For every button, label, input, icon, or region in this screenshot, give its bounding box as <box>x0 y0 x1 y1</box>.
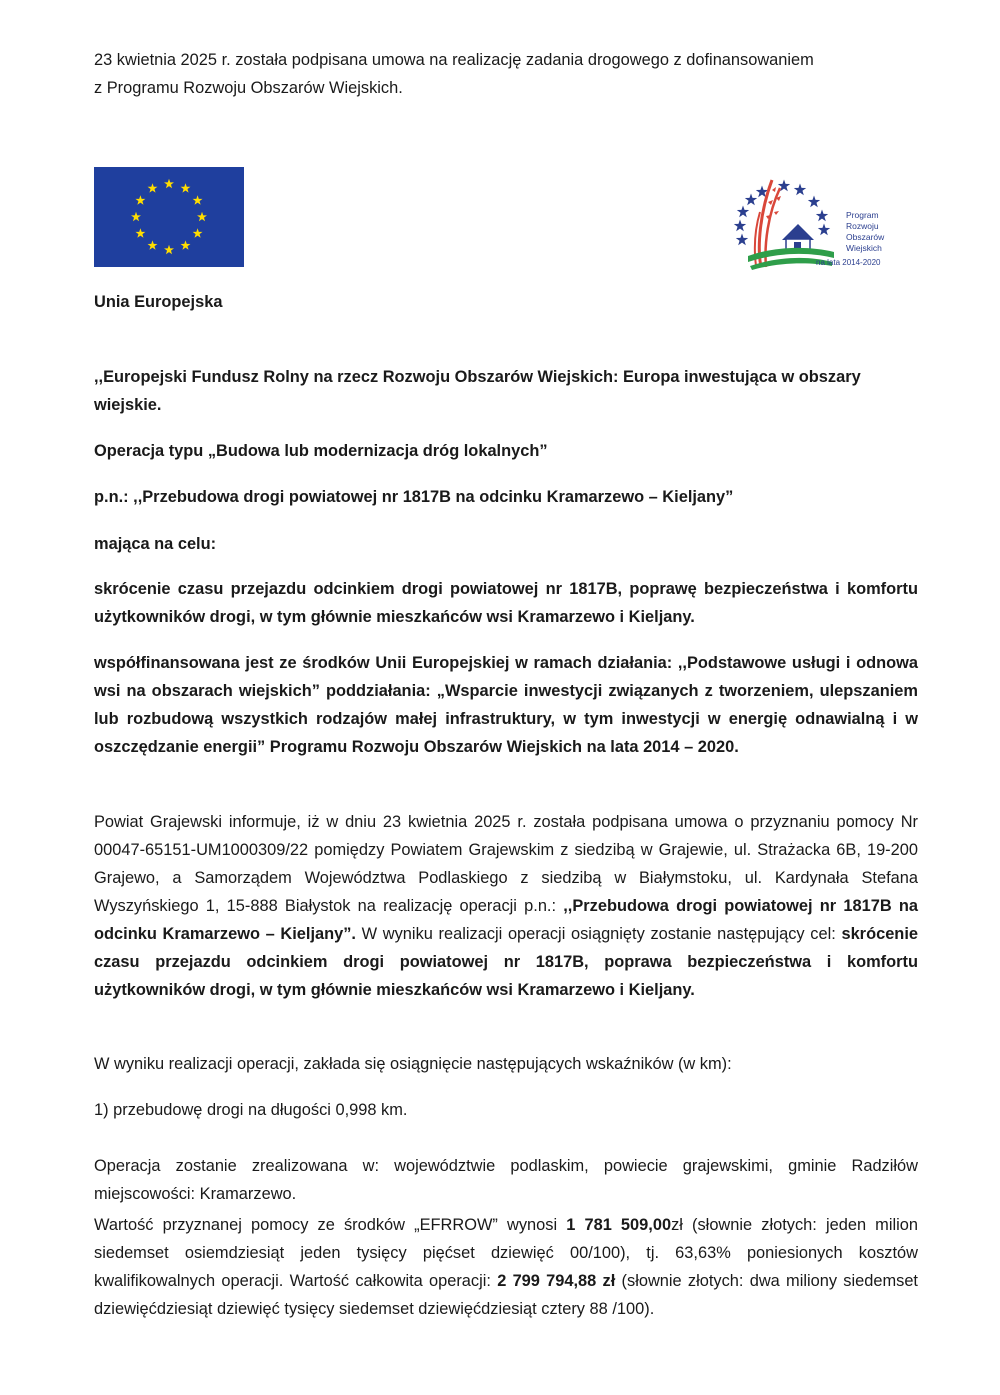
cofinancing-text: współfinansowana jest ze środków Unii Europejskiej w ramach działania: ,,Podstawowe usługi i odnowa wsi na obszarach wiejskich” poddziałania: „Wsparcie inwestycji związanych z tworzeniem, ulepszaniem lub rozbudową wszystkich rodzajów małej infrastruktury, w tym inwestycji w energię odnawialną i w oszczędzanie energii” Programu Rozwoju Obszarów Wiejskich na lata 2014 – 2020. <box>94 654 918 756</box>
value-amount-1: 1 781 509,00 <box>566 1216 672 1234</box>
value-paragraph <box>94 1211 918 1323</box>
prow-logo-line-2: Rozwoju <box>846 221 879 231</box>
indicator-item: 1) przebudowę drogi na długości 0,998 km. <box>94 1101 408 1119</box>
goal-label: mająca na celu: <box>94 535 217 553</box>
info-project: ,,Przebudowa drogi powiatowej nr 1817B na odcinku Kramarzewo – Kieljany”. <box>94 897 919 943</box>
project-name: p.n.: ,,Przebudowa drogi powiatowej nr 1817B na odcinku Kramarzewo – Kieljany” <box>94 488 734 506</box>
intro-line-1: 23 kwietnia 2025 r. została podpisana umowa na realizację zadania drogowego z dofinansowaniem <box>94 51 814 69</box>
info-goal: skrócenie czasu przejazdu odcinkiem drogi powiatowej nr 1817B, poprawa bezpieczeństwa i komfortu użytkowników drogi, w tym głównie mieszkańców wsi Kramarzewo i Kieljany. <box>94 925 918 999</box>
fund-heading: ,,Europejski Fundusz Rolny na rzecz Rozwoju Obszarów Wiejskich: Europa inwestująca w obszary wiejskie. <box>94 368 861 414</box>
info-part-2: W wyniku realizacji operacji osiągnięty zostanie następujący cel: <box>356 925 842 943</box>
prow-star-icon <box>808 196 820 208</box>
goal-text: skrócenie czasu przejazdu odcinkiem drogi powiatowej nr 1817B, poprawę bezpieczeństwa i komfortu użytkowników drogi, w tym głównie mieszkańców wsi Kramarzewo i Kieljany. <box>94 580 918 626</box>
prow-logo <box>724 172 896 276</box>
prow-star-icon <box>734 220 746 232</box>
prow-star-icon <box>737 206 749 218</box>
eu-label: Unia Europejska <box>94 293 223 311</box>
operation-type: Operacja typu „Budowa lub modernizacja dróg lokalnych” <box>94 442 548 460</box>
prow-star-icon <box>736 234 748 246</box>
location-paragraph: Operacja zostanie zrealizowana w: województwie podlaskim, powiecie grajewskimi, gminie Radziłów miejscowości: Kramarzewo. <box>94 1157 918 1203</box>
value-part-3: (słownie złotych: dwa miliony siedemset dziewięćdziesiąt dziewięć tysięcy siedemset dziewięćdziesiąt cztery 88 /100). <box>94 1272 918 1318</box>
value-part-1: Wartość przyznanej pomocy ze środków „EFRROW” wynosi <box>94 1216 567 1234</box>
value-amount-2: 2 799 794,88 zł <box>497 1272 616 1290</box>
intro-line-2: z Programu Rozwoju Obszarów Wiejskich. <box>94 79 403 97</box>
eu-flag-icon <box>94 167 244 267</box>
prow-star-icon <box>745 194 757 206</box>
intro-paragraph <box>94 46 918 102</box>
prow-logo-line-4: Wiejskich <box>846 243 882 253</box>
info-paragraph <box>94 808 918 1004</box>
prow-star-icon <box>818 224 830 236</box>
prow-star-icon <box>816 210 828 222</box>
prow-logo-line-5: na lata 2014-2020 <box>816 258 881 267</box>
value-part-2: zł (słownie złotych: jeden milion siedemset osiemdziesiąt jeden tysięcy pięćset dziewięć 00/100), tj. 63,63% poniesionych kosztów kwalifikowalnych operacji. Wartość całkowita operacji: <box>94 1216 918 1290</box>
indicators-intro: W wyniku realizacji operacji, zakłada się osiągnięcie następujących wskaźników (w km): <box>94 1055 732 1073</box>
prow-logo-line-1: Program <box>846 210 879 220</box>
prow-star-icon <box>794 184 806 196</box>
prow-logo-line-3: Obszarów <box>846 232 885 242</box>
info-part-1: Powiat Grajewski informuje, iż w dniu 23 kwietnia 2025 r. została podpisana umowa o przyznaniu pomocy Nr 00047-65151-UM1000309/22 pomiędzy Powiatem Grajewskim z siedzibą w Grajewie, ul. Strażacka 6B, 19-200 Grajewo, a Samorządem Województwa Podlaskiego z siedzibą w Białymstoku, ul. Kardynała Stefana Wyszyńskiego 1, 15-888 Białystok na realizację operacji p.n.: <box>94 813 918 915</box>
